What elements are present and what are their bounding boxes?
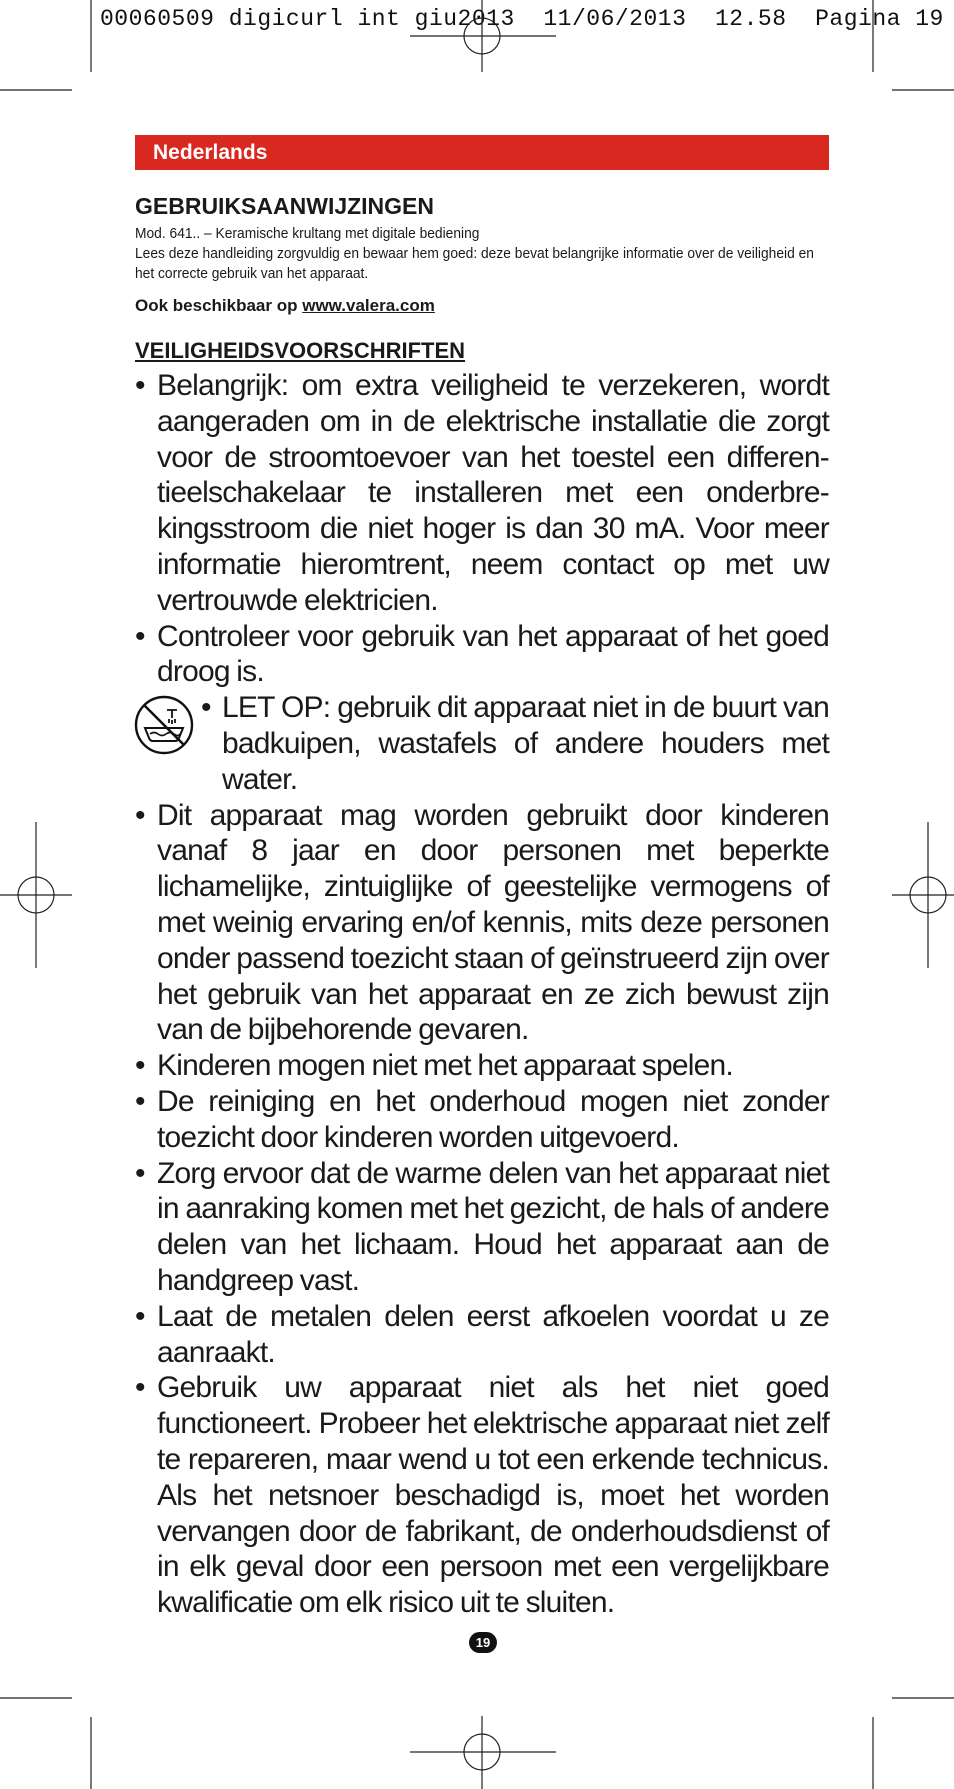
- list-item-text: Controleer voor gebruik van het apparaat of het goed droog is.: [157, 619, 829, 689]
- language-label: Nederlands: [153, 140, 268, 164]
- intro-text: Lees deze handleiding zorgvuldig en bewaar hem goed: deze bevat belangrijke informatie over de veiligheid en het correcte gebruik van het apparaat.: [135, 245, 814, 282]
- list-item: [135, 368, 829, 619]
- list-item: [135, 1156, 829, 1299]
- page-number-badge: 19: [469, 1632, 497, 1653]
- list-item-text: Zorg ervoor dat de warme delen van het apparaat niet in aanraking komen met het gezicht, de hals of andere delen van het lichaam. Houd het apparaat aan de handgreep vast.: [157, 1156, 829, 1297]
- list-item-warning: [135, 690, 829, 797]
- bullet: •: [135, 1371, 145, 1405]
- list-item-text: Kinderen mogen niet met het apparaat spelen.: [157, 1049, 733, 1083]
- print-slug: 00060509 digicurl int giu2013 11/06/2013 12.58 Pagina 19: [100, 6, 944, 32]
- availability-line: [135, 294, 829, 318]
- language-banner: [135, 135, 829, 170]
- bullet: •: [135, 1049, 145, 1083]
- bullet: •: [135, 798, 145, 832]
- list-item: [135, 798, 829, 1049]
- list-item-text: Laat de metalen delen eerst afkoelen voordat u ze aanraakt.: [157, 1299, 829, 1369]
- list-item-text: De reiniging en het onderhoud mogen niet zonder toezicht door kinderen worden uitgevoerd.: [157, 1084, 829, 1154]
- no-water-bath-icon: [133, 694, 195, 756]
- safety-list: [135, 368, 829, 1621]
- bullet: •: [135, 619, 145, 653]
- list-item-text: Dit apparaat mag worden gebruikt door kinderen vanaf 8 jaar en door personen met beperkte lichamelijke, zintuiglijke of geestelijke vermogens of met weinig ervaring en/of kennis, mits deze personen onder passend toezicht staan of geïnstrueerd zijn over het gebruik van het apparaat en ze zich bewust zijn van de bijbehorende gevaren.: [157, 798, 829, 1047]
- model-line: Mod. 641.. – Keramische krultang met digitale bediening: [135, 225, 480, 242]
- website-link[interactable]: www.valera.com: [302, 296, 435, 315]
- safety-title: VEILIGHEIDSVOORSCHRIFTEN: [135, 338, 466, 363]
- bullet: •: [135, 1156, 145, 1190]
- bullet: •: [135, 369, 145, 402]
- bullet: •: [135, 1084, 145, 1118]
- instructions-title: GEBRUIKSAANWIJZINGEN: [135, 193, 435, 219]
- page-content: [135, 188, 829, 1621]
- list-item: [135, 1084, 829, 1156]
- list-item-text: Gebruik uw apparaat niet als het niet goed functioneert. Probeer het elektrische apparaat niet zelf te repareren, maar wend u tot een erkende technicus. Als het netsnoer beschadigd is, moet het worden vervangen door de fabrikant, de onderhoudsdienst of in elk geval door een persoon met een vergelijkbare kwalificatie om elk risico uit te sluiten.: [157, 1371, 829, 1620]
- list-item: [135, 1299, 829, 1371]
- list-item: [135, 1370, 829, 1621]
- list-item-text: Belangrijk: om extra veiligheid te verzekeren, wordt aangeraden om in de elektrische installatie die zorgt voor de stroomtoevoer van het toestel een differen- tieelschakelaar te installeren met een onderbre- kingsstroom die niet hoger is dan 30 mA. Voor meer informatie hieromtrent, neem contact op met uw vertrouwde elektricien.: [157, 369, 829, 617]
- bullet: •: [135, 1299, 145, 1333]
- availability-prefix: Ook beschikbaar op: [135, 296, 303, 315]
- list-item: [135, 619, 829, 691]
- bullet: •: [201, 691, 211, 725]
- list-item-text: LET OP: gebruik dit apparaat niet in de buurt van badkuipen, wastafels of andere houders met water.: [222, 691, 829, 796]
- list-item: [135, 1048, 829, 1084]
